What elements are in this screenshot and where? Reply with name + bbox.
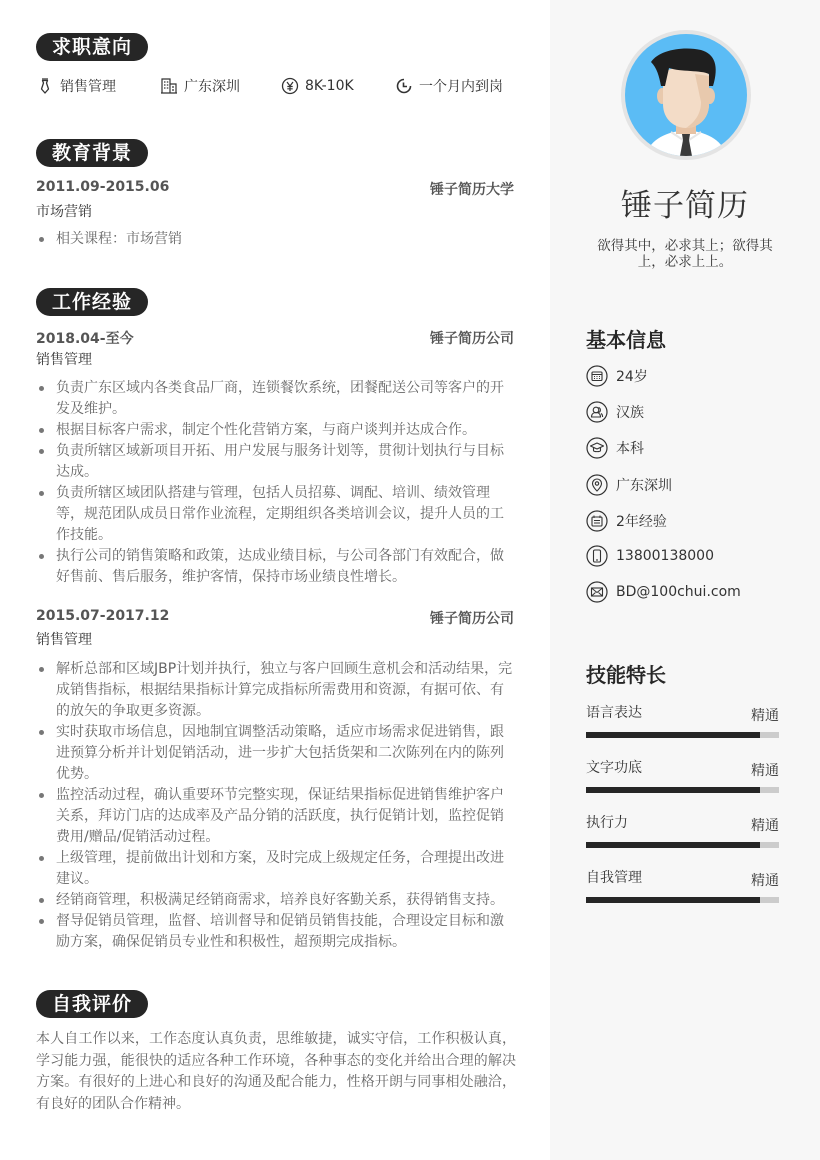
list-item: 解析总部和区域JBP计划并执行，独立与客户回顾生意机会和活动结果，完成销售指标，根据结果指标计算完成指标所需费用和资源，有据可依、有的放矢的争取更多资源。: [36, 659, 516, 722]
work-2-company: 锤子简历公司: [430, 611, 514, 627]
section-title-education: 教育背景: [36, 139, 148, 167]
education-header: [36, 179, 514, 199]
list-item: 上级管理，提前做出计划和方案，及时完成上级规定任务，合理提出改进建议。: [36, 848, 516, 890]
mail-icon: [586, 581, 608, 603]
skill-bar-fill: [586, 842, 760, 848]
skill-level: 精通: [751, 818, 779, 834]
phone-icon: [586, 545, 608, 567]
work-1-company: 锤子简历公司: [430, 331, 514, 347]
skill-name: 自我管理: [586, 870, 642, 886]
info-location-text: 广东深圳: [616, 478, 672, 494]
skill-bar-fill: [586, 787, 760, 793]
profile-motto: 欲得其中，必求其上；欲得其上，必求上上。: [597, 238, 773, 270]
education-date: 2011.09-2015.06: [36, 179, 170, 195]
info-ethnicity-text: 汉族: [616, 405, 644, 421]
work-2-date: 2015.07-2017.12: [36, 608, 170, 624]
intent-position: [36, 76, 116, 96]
work-1-bullets: [36, 378, 516, 588]
basic-info-title: 基本信息: [586, 328, 666, 352]
info-experience-text: 2年经验: [616, 514, 667, 530]
list-item: 执行公司的销售策略和政策，达成业绩目标，与公司各部门有效配合，做好售前、售后服务，维护客情，保持市场业绩良性增长。: [36, 546, 516, 588]
job-intent-row: [36, 76, 536, 96]
section-title-job-intent: 求职意向: [36, 33, 148, 61]
info-location: [586, 474, 672, 496]
intent-arrival: [395, 76, 503, 96]
info-phone: [586, 545, 714, 567]
intent-arrival-text: 一个月内到岗: [419, 79, 503, 95]
info-experience: [586, 510, 667, 532]
education-school: 锤子简历大学: [430, 182, 514, 198]
intent-position-text: 销售管理: [60, 79, 116, 95]
intent-city: [160, 76, 240, 96]
list-item: 督导促销员管理，监督、培训督导和促销员销售技能，合理设定目标和激励方案，确保促销员专业性和积极性，超预期完成指标。: [36, 911, 516, 953]
list-item: 经销商管理，积极满足经销商需求，培养良好客勤关系，获得销售支持。: [36, 890, 516, 911]
skill-bar: [586, 732, 779, 738]
skill-item: [586, 757, 779, 797]
tie-icon: [36, 77, 54, 95]
building-icon: [160, 77, 178, 95]
info-degree-text: 本科: [616, 441, 644, 457]
work-1-date: 2018.04-至今: [36, 331, 134, 347]
profile-name: 锤子简历: [621, 188, 749, 224]
skill-name: 执行力: [586, 815, 628, 831]
briefcase-calendar-icon: [586, 510, 608, 532]
skill-bar: [586, 842, 779, 848]
self-eval-text: 本人自工作以来，工作态度认真负责，思维敏捷，诚实守信，工作积极认真，学习能力强，能很快的适应各种工作环境，各种事态的变化并给出合理的解决方案。有很好的上进心和良好的沟通及配合能力，性格开朗与同事相处融洽，有良好的团队合作精神。: [36, 1031, 516, 1112]
skill-item: [586, 867, 779, 907]
info-ethnicity: [586, 401, 644, 423]
intent-salary-text: 8K-10K: [305, 78, 354, 94]
list-item: 监控活动过程，确认重要环节完整实现，保证结果指标促进销售维护客户关系，拜访门店的达成率及产品分销的活跃度，执行促销计划，监控促销费用/赠品/促销活动过程。: [36, 785, 516, 848]
work-2-title: 销售管理: [36, 632, 92, 648]
work-1-header: [36, 328, 514, 348]
list-item: 负责广东区域内各类食品厂商，连锁餐饮系统，团餐配送公司等客户的开发及维护。: [36, 378, 516, 420]
list-item: 实时获取市场信息，因地制宜调整活动策略，适应市场需求促进销售，跟进预算分析并计划促销活动，进一步扩大包括货架和二次陈列在内的陈列优势。: [36, 722, 516, 785]
clock-icon: [395, 77, 413, 95]
avatar: [621, 30, 751, 160]
person-illustration-icon: [625, 34, 747, 156]
section-title-self-eval: 自我评价: [36, 990, 148, 1018]
work-1-title: 销售管理: [36, 352, 92, 368]
skill-bar: [586, 897, 779, 903]
yen-icon: [281, 77, 299, 95]
skill-bar-fill: [586, 732, 760, 738]
skill-level: 精通: [751, 708, 779, 724]
education-bullets: [36, 229, 516, 250]
skill-item: [586, 812, 779, 852]
avatar-image: [625, 34, 747, 156]
info-phone-text: 13800138000: [616, 548, 714, 564]
skills-title: 技能特长: [586, 663, 666, 687]
work-2-header: [36, 608, 514, 628]
calendar-icon: [586, 365, 608, 387]
info-age-text: 24岁: [616, 369, 648, 385]
info-email-text: BD@100chui.com: [616, 584, 741, 600]
info-email: [586, 581, 741, 603]
skill-bar: [586, 787, 779, 793]
skill-level: 精通: [751, 873, 779, 889]
skill-name: 文字功底: [586, 760, 642, 776]
info-degree: [586, 437, 644, 459]
list-item: 根据目标客户需求，制定个性化营销方案，与商户谈判并达成合作。: [36, 420, 516, 441]
skill-level: 精通: [751, 763, 779, 779]
intent-city-text: 广东深圳: [184, 79, 240, 95]
work-2-bullets: [36, 659, 516, 953]
sidebar: [550, 0, 820, 1160]
people-icon: [586, 401, 608, 423]
education-major: 市场营销: [36, 204, 92, 220]
location-pin-icon: [586, 474, 608, 496]
list-item: 负责所辖区域团队搭建与管理，包括人员招募、调配、培训、绩效管理等，规范团队成员日常作业流程，定期组织各类培训会议，提升人员的工作技能。: [36, 483, 516, 546]
info-age: [586, 365, 648, 387]
graduation-cap-icon: [586, 437, 608, 459]
list-item: 相关课程：市场营销: [36, 229, 516, 250]
skill-item: [586, 702, 779, 742]
list-item: 负责所辖区域新项目开拓、用户发展与服务计划等，贯彻计划执行与目标达成。: [36, 441, 516, 483]
intent-salary: [281, 76, 354, 96]
section-title-work: 工作经验: [36, 288, 148, 316]
skill-name: 语言表达: [586, 705, 642, 721]
skill-bar-fill: [586, 897, 760, 903]
